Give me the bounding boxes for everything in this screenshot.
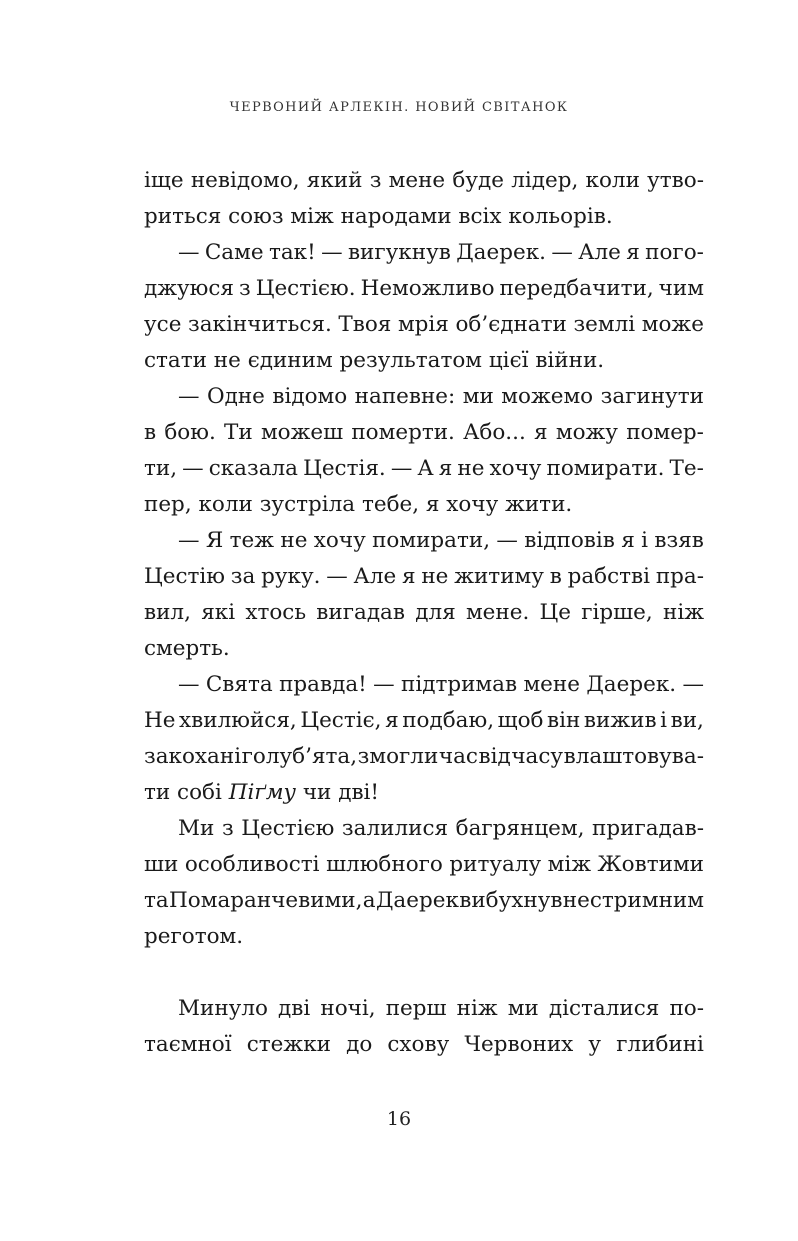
paragraph-5-line-3-word: закохані (144, 744, 242, 769)
section-break (144, 955, 704, 991)
text-line (144, 883, 704, 919)
paragraph-7-line-2-word: до (346, 1032, 373, 1057)
paragraph-6-line-4: реготом. (144, 924, 244, 949)
paragraph-6-line-1-word: Ми (178, 816, 215, 841)
paragraph-5-line-3-word: часу (511, 744, 564, 769)
paragraph-2-line-3-word: об’єднати (455, 312, 567, 337)
paragraph-6-line-1-word: залилися (341, 816, 449, 841)
paragraph-4-line-1-word: не (280, 528, 308, 553)
paragraph-3-line-2-word: в (144, 420, 157, 445)
paragraph-3-line-3-word: помирати. (546, 456, 665, 481)
paragraph-2-line-2-word: з (238, 276, 251, 301)
paragraph-2-line-1-word: вигукнув (347, 240, 451, 265)
paragraph-2-line-1-word: — (551, 240, 573, 265)
paragraph-3-line-2-word: померти. (351, 420, 455, 445)
page-body (144, 163, 704, 1063)
text-line (144, 847, 704, 883)
paragraph-1-line-1-word: лідер, (511, 168, 579, 193)
paragraph-6-line-3-word: Помаранчевими, (169, 888, 363, 913)
paragraph-7-line-2-word: у (588, 1032, 602, 1057)
paragraph-2-line-1-word: Даерек. (456, 240, 546, 265)
paragraph-5-line-2-word: щоб (497, 708, 544, 733)
paragraph-5-line-2-word: я (385, 708, 399, 733)
paragraph-4-line-2-word: — (326, 564, 348, 589)
paragraph-5-line-1-word: — (373, 672, 395, 697)
paragraph-4-line-3-word: гірше, (581, 600, 653, 625)
paragraph-4-line-2-word: за (230, 564, 256, 589)
paragraph-1-line-1-word: іще (144, 168, 184, 193)
paragraph-2-line-2-word: передбачити, (499, 276, 654, 301)
paragraph-4-line-1-word: відповів (524, 528, 615, 553)
paragraph-3-line-1-word: — (178, 384, 200, 409)
paragraph-3-line-3-word: — (390, 456, 413, 481)
paragraph-2-line-3-word: закінчиться. (188, 312, 332, 337)
text-line (144, 739, 704, 775)
paragraph-6-line-3-word: нестримним (562, 888, 704, 913)
paragraph-4-line-2-word: рабстві (567, 564, 651, 589)
text-line (144, 307, 704, 343)
paragraph-3-line-3-word: — (182, 456, 204, 481)
paragraph-3-line-2-word: Ти (224, 420, 253, 445)
text-line (144, 343, 704, 379)
paragraph-2-line-3-word: землі (573, 312, 636, 337)
paragraph-1-line-2: риться союз між народами всіх кольорів. (144, 204, 613, 229)
paragraph-3-line-1-word: напевне: (354, 384, 456, 409)
paragraph-3-line-3-word: хочу (489, 456, 542, 481)
paragraph-2-line-3-word: може (641, 312, 704, 337)
paragraph-4-line-2-word: руку. (261, 564, 321, 589)
paragraph-4-line-3-word: вигадав (316, 600, 405, 625)
paragraph-3-line-1-word: відомо (272, 384, 348, 409)
paragraph-7-line-1-word: ми (507, 996, 539, 1021)
paragraph-2-line-3-word: Твоя (338, 312, 392, 337)
paragraph-5-line-2-word: подбаю, (402, 708, 495, 733)
paragraph-5-line-2-word: він (547, 708, 581, 733)
paragraph-2-line-1-word: — (178, 240, 200, 265)
paragraph-4-line-2-word: в (549, 564, 562, 589)
paragraph-7-line-2-word: схову (387, 1032, 450, 1057)
paragraph-2-line-3-word: усе (144, 312, 182, 337)
paragraph-3-line-2-word: можеш (260, 420, 344, 445)
paragraph-5-line-3-word: влаштовува- (563, 744, 704, 769)
paragraph-3-line-2-word: Або... (463, 420, 526, 445)
text-line (144, 523, 704, 559)
paragraph-4-line-1-word: Я (205, 528, 224, 553)
paragraph-7-line-1-word: перш (385, 996, 447, 1021)
text-line (144, 271, 704, 307)
paragraph-2-line-2-word: Неможливо (360, 276, 495, 301)
paragraph-4-line-1-word: — (178, 528, 200, 553)
paragraph-3-line-1-word: можемо (501, 384, 594, 409)
paragraph-4-line-3-word: вил, (144, 600, 191, 625)
paragraph-2-line-2-word: джуюся (144, 276, 234, 301)
paragraph-5-line-4-end: чи дві! (296, 780, 380, 805)
paragraph-6-line-2-word: ритуалу (449, 852, 542, 877)
paragraph-6-line-2-word: особливості (184, 852, 320, 877)
paragraph-7-line-1-word: дві (278, 996, 311, 1021)
paragraph-4-line-4: смерть. (144, 636, 230, 661)
paragraph-5-line-3-word: від (478, 744, 511, 769)
text-line (144, 199, 704, 235)
text-line (144, 487, 704, 523)
paragraph-6-line-2-word: Жовтими (597, 852, 704, 877)
paragraph-6-line-1-word: Цестією (241, 816, 335, 841)
paragraph-7-line-2-word: таємної (144, 1032, 232, 1057)
paragraph-6-line-3-word: Даерек (375, 888, 459, 913)
paragraph-4-line-1-word: — (496, 528, 518, 553)
text-line (144, 415, 704, 451)
running-head-title: ЧЕРВОНИЙ АРЛЕКІН. НОВИЙ СВІТАНОК (229, 100, 569, 115)
paragraph-3-line-2-word: можу (555, 420, 618, 445)
paragraph-1-line-1-word: коли (585, 168, 640, 193)
paragraph-4-line-1-word: помирати, (372, 528, 491, 553)
paragraph-4-line-3-word: мене. (465, 600, 530, 625)
text-line (144, 919, 704, 955)
paragraph-7-line-1-word: дісталися (548, 996, 660, 1021)
paragraph-4-line-2-word: пра- (655, 564, 704, 589)
paragraph-5-line-1-word: — (178, 672, 200, 697)
paragraph-2-line-1-word: Саме (204, 240, 264, 265)
text-line (144, 451, 704, 487)
paragraph-5-line-1-word: мене (523, 672, 580, 697)
paragraph-2-line-1-word: Але (578, 240, 621, 265)
paragraph-5-line-3-word: час (438, 744, 478, 769)
text-line (144, 667, 704, 703)
paragraph-2-line-2-word: чим (658, 276, 704, 301)
paragraph-2-line-1-word: так! (268, 240, 316, 265)
paragraph-3-line-3-word: не (457, 456, 485, 481)
paragraph-5-line-3-word: змогли (357, 744, 439, 769)
paragraph-7-line-1-word: Минуло (178, 996, 268, 1021)
paragraph-6-line-2-word: ши (144, 852, 179, 877)
paragraph-6-line-1-word: з (221, 816, 234, 841)
paragraph-3-line-3-word: ти, (144, 456, 178, 481)
paragraph-3-line-1-word: Одне (206, 384, 265, 409)
paragraph-5-line-4-start: ти собі (144, 780, 229, 805)
paragraph-4-line-3-word: хтось (245, 600, 307, 625)
paragraph-5-line-2-word: Цестіє, (300, 708, 382, 733)
paragraph-7-line-2-word: глибині (616, 1032, 704, 1057)
paragraph-4-line-3-word: для (415, 600, 456, 625)
paragraph-7-line-2-word: стежки (246, 1032, 331, 1057)
text-line (144, 379, 704, 415)
paragraph-6-line-1-word: багрянцем, (455, 816, 585, 841)
paragraph-7-line-1-word: ночі, (320, 996, 376, 1021)
paragraph-3-line-2-word: бою. (164, 420, 216, 445)
paragraph-4-line-1-word: теж (229, 528, 274, 553)
text-line (144, 235, 704, 271)
page-number: 16 (386, 1108, 412, 1130)
text-line (144, 559, 704, 595)
paragraph-3-line-3-word: Цестія. (303, 456, 386, 481)
paragraph-4-line-2-word: Але (353, 564, 397, 589)
paragraph-3-line-3-word: Те- (669, 456, 704, 481)
paragraph-5-line-1-word: правда! (279, 672, 367, 697)
text-line (144, 595, 704, 631)
paragraph-1-line-1-word: буде (452, 168, 504, 193)
paragraph-5-line-1-word: підтримав (401, 672, 518, 697)
paragraph-6-line-3-word: вибухнув (459, 888, 563, 913)
paragraph-2-line-1-word: пого- (645, 240, 704, 265)
paragraph-5-line-1-word: — (682, 672, 704, 697)
paragraph-5-line-2-word: вижив (583, 708, 657, 733)
paragraph-3-line-1-word: загинути (600, 384, 704, 409)
paragraph-5-line-1-word: Свята (205, 672, 273, 697)
paragraph-6-line-2-word: між (547, 852, 592, 877)
paragraph-7-line-1-word: ніж (456, 996, 498, 1021)
paragraph-3-line-2-word: я (534, 420, 548, 445)
paragraph-5-line-2-word: хвилюйся, (179, 708, 297, 733)
paragraph-3-line-3-word: сказала (208, 456, 299, 481)
paragraph-2-line-1-word: — (321, 240, 343, 265)
paragraph-6-line-3-word: та (144, 888, 169, 913)
paragraph-4-line-2-word: Цестію (144, 564, 226, 589)
paragraph-5-line-2-word: ви, (670, 708, 704, 733)
paragraph-1-line-1-word: мене (388, 168, 446, 193)
paragraph-5-line-3-word: голуб’ята, (241, 744, 358, 769)
paragraph-6-line-3-word: а (362, 888, 376, 913)
paragraph-4-line-1-word: і (641, 528, 649, 553)
paragraph-2-line-2-word: Цестією. (255, 276, 356, 301)
text-line (144, 811, 704, 847)
paragraph-3-line-3-word: я (438, 456, 453, 481)
paragraph-3-line-4: пер, коли зустріла тебе, я хочу жити. (144, 492, 573, 517)
paragraph-2-line-1-word: я (626, 240, 640, 265)
paragraph-4-line-3-word: які (201, 600, 236, 625)
paragraph-4-line-1-word: я (621, 528, 635, 553)
paragraph-5-line-2-word: і (660, 708, 668, 733)
paragraph-1-line-1-word: з (369, 168, 382, 193)
paragraph-1-line-1-word: невідомо, (190, 168, 300, 193)
paragraph-4-line-3-word: Це (539, 600, 572, 625)
italic-word-pigmu: Піґму (228, 780, 296, 805)
paragraph-4-line-2-word: житиму (454, 564, 544, 589)
paragraph-2-line-3-word: мрія (397, 312, 449, 337)
paragraph-4-line-1-word: взяв (654, 528, 704, 553)
paragraph-5-line-1-word: Даерек. (586, 672, 677, 697)
paragraph-2-line-4: стати не єдиним результатом цієї війни. (144, 348, 605, 373)
text-line (144, 631, 704, 667)
paragraph-4-line-2-word: я (401, 564, 416, 589)
text-line (144, 703, 704, 739)
paragraph-5-line-2-word: Не (144, 708, 176, 733)
paragraph-3-line-3-word: А (417, 456, 434, 481)
paragraph-3-line-1-word: ми (462, 384, 494, 409)
paragraph-4-line-1-word: хочу (313, 528, 366, 553)
text-line (144, 991, 704, 1027)
paragraph-4-line-2-word: не (421, 564, 449, 589)
text-line (144, 775, 704, 811)
text-line (144, 163, 704, 199)
text-line (144, 1027, 704, 1063)
paragraph-1-line-1-word: утво- (647, 168, 704, 193)
paragraph-6-line-1-word: пригадав- (592, 816, 704, 841)
paragraph-1-line-1-word: який (306, 168, 363, 193)
paragraph-6-line-2-word: шлюбного (326, 852, 443, 877)
paragraph-7-line-1-word: по- (669, 996, 704, 1021)
paragraph-4-line-3-word: ніж (662, 600, 704, 625)
paragraph-7-line-2-word: Червоних (464, 1032, 574, 1057)
paragraph-3-line-2-word: помер- (626, 420, 704, 445)
